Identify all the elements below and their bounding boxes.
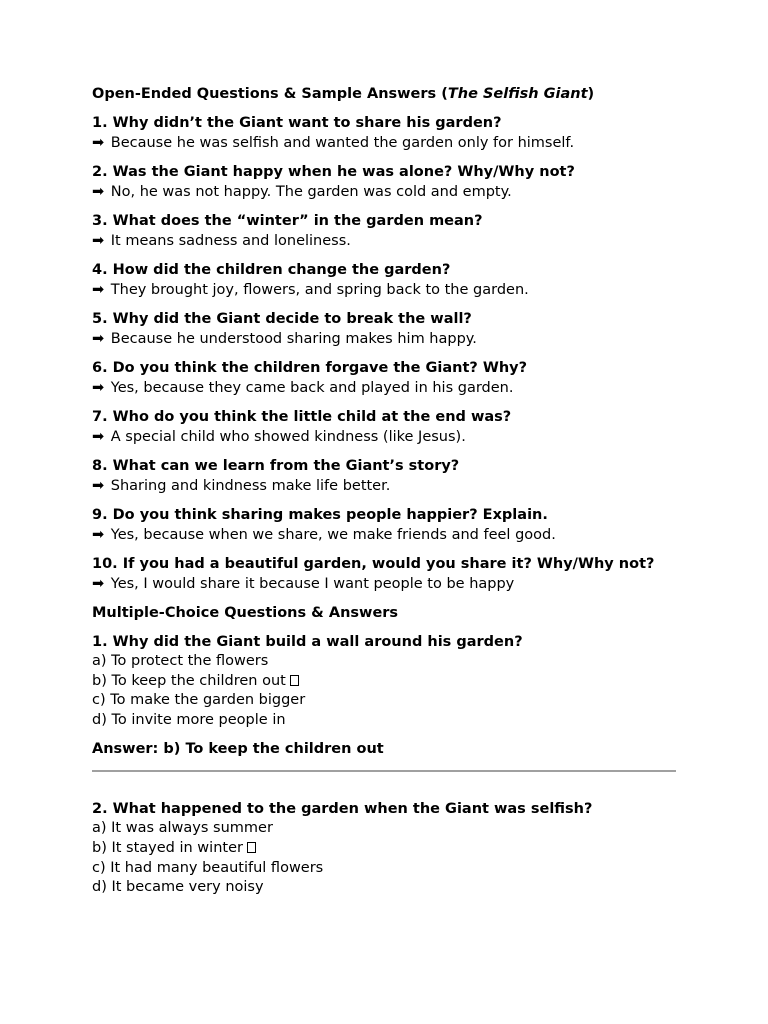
question-text: 10. If you had a beautiful garden, would you share it? Why/Why not? (92, 556, 655, 572)
answer-text (92, 378, 682, 398)
multiple-choice-heading: Multiple-Choice Questions & Answers (92, 605, 399, 621)
qa-item-6 (92, 358, 682, 398)
right-arrow-icon: ➡ (92, 184, 105, 200)
qa-item-1 (92, 113, 682, 153)
mc-option-text: b) To keep the children out (92, 672, 286, 689)
heading-prefix: Open-Ended Questions & Sample Answers ( (92, 86, 448, 102)
question-text: 6. Do you think the children forgave the Giant? Why? (92, 360, 528, 376)
right-arrow-icon: ➡ (92, 429, 105, 445)
qa-item-10 (92, 554, 682, 594)
right-arrow-icon: ➡ (92, 282, 105, 298)
question-text: 8. What can we learn from the Giant’s story? (92, 458, 460, 474)
answer-value: It means sadness and loneliness. (110, 233, 351, 249)
mc-option-d: d) To invite more people in (92, 711, 286, 728)
mc-option-text: b) It stayed in winter (92, 839, 243, 856)
check-box-icon (247, 842, 256, 853)
answer-value: No, he was not happy. The garden was cold and empty. (110, 184, 512, 200)
story-title: The Selfish Giant (447, 86, 588, 102)
answer-text (92, 329, 682, 349)
qa-item-7 (92, 407, 682, 447)
right-arrow-icon: ➡ (92, 576, 105, 592)
answer-text (92, 182, 682, 202)
question-text: 2. Was the Giant happy when he was alone? Why/Why not? (92, 164, 575, 180)
question-text: 9. Do you think sharing makes people happier? Explain. (92, 507, 548, 523)
open-ended-heading (92, 84, 682, 104)
answer-text (92, 231, 682, 251)
right-arrow-icon: ➡ (92, 331, 105, 347)
mc-question-2 (92, 799, 682, 897)
question-text: 5. Why did the Giant decide to break the wall? (92, 311, 472, 327)
question-text: 3. What does the “winter” in the garden mean? (92, 213, 483, 229)
qa-item-3 (92, 211, 682, 251)
mc-question-1 (92, 632, 682, 759)
question-text: 4. How did the children change the garden? (92, 262, 451, 278)
answer-value: Because he was selfish and wanted the garden only for himself. (110, 135, 575, 151)
mc-answer: Answer: b) To keep the children out (92, 741, 384, 758)
mc-question-text: 1. Why did the Giant build a wall around his garden? (92, 634, 523, 650)
question-text: 1. Why didn’t the Giant want to share his garden? (92, 115, 502, 131)
right-arrow-icon: ➡ (92, 478, 105, 494)
answer-text (92, 574, 682, 594)
answer-value: Yes, because they came back and played in his garden. (110, 380, 514, 396)
document-page (92, 84, 682, 907)
question-text: 7. Who do you think the little child at the end was? (92, 409, 512, 425)
qa-item-8 (92, 456, 682, 496)
answer-value: Sharing and kindness make life better. (110, 478, 391, 494)
right-arrow-icon: ➡ (92, 135, 105, 151)
qa-item-2 (92, 162, 682, 202)
answer-text (92, 476, 682, 496)
check-box-icon (290, 675, 299, 686)
section-divider (92, 770, 676, 772)
right-arrow-icon: ➡ (92, 380, 105, 396)
answer-value: Because he understood sharing makes him happy. (110, 331, 477, 347)
answer-text (92, 525, 682, 545)
answer-value: Yes, I would share it because I want people to be happy (110, 576, 515, 592)
qa-item-5 (92, 309, 682, 349)
mc-option-a: a) To protect the flowers (92, 653, 269, 669)
right-arrow-icon: ➡ (92, 233, 105, 249)
answer-value: They brought joy, flowers, and spring back to the garden. (110, 282, 529, 298)
mc-question-text: 2. What happened to the garden when the Giant was selfish? (92, 801, 593, 818)
mc-option-c: c) It had many beautiful flowers (92, 859, 324, 876)
mc-option-c: c) To make the garden bigger (92, 692, 306, 709)
mc-option-d: d) It became very noisy (92, 879, 264, 896)
mc-option-a: a) It was always summer (92, 820, 273, 837)
right-arrow-icon: ➡ (92, 527, 105, 543)
mc-option-b (92, 672, 682, 692)
answer-value: A special child who showed kindness (like Jesus). (110, 429, 466, 445)
answer-text (92, 133, 682, 153)
answer-value: Yes, because when we share, we make friends and feel good. (110, 527, 556, 543)
qa-item-4 (92, 260, 682, 300)
answer-text (92, 280, 682, 300)
answer-text (92, 427, 682, 447)
qa-item-9 (92, 505, 682, 545)
mc-option-b (92, 839, 682, 859)
heading-suffix: ) (587, 86, 595, 102)
